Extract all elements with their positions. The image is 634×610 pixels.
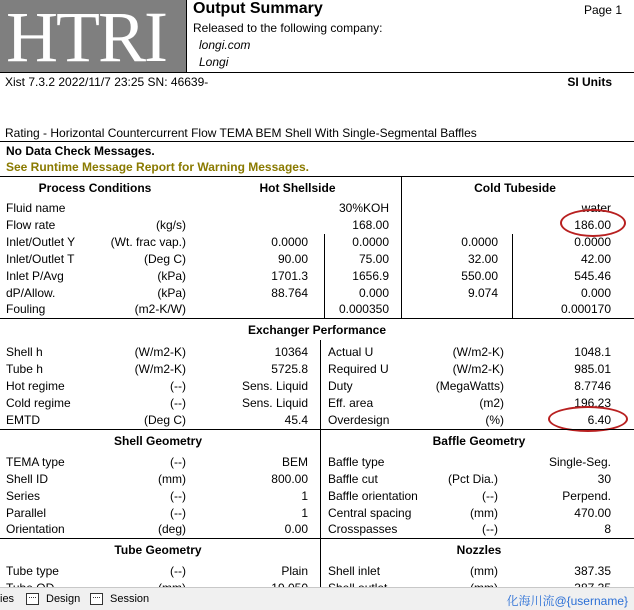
shell-value: 1 — [301, 489, 308, 503]
baffle-value: 470.00 — [574, 506, 611, 520]
perf-unit: (W/m2-K) — [134, 345, 186, 359]
nozzle-unit: (mm) — [470, 564, 498, 578]
cold-tubeside-header: Cold Tubeside — [474, 181, 556, 195]
hot-shellside-header: Hot Shellside — [259, 181, 336, 195]
tube-unit: (--) — [170, 564, 186, 578]
perf-label: Eff. area — [328, 396, 374, 410]
row-label: Fouling — [6, 302, 46, 316]
perf-unit: (W/m2-K) — [452, 345, 504, 359]
hot-outlet-value: 0.000 — [358, 286, 389, 300]
cold-inlet-value: 32.00 — [467, 252, 498, 266]
cold-outlet-value: 0.000 — [580, 286, 611, 300]
row-unit: (Deg C) — [143, 252, 186, 266]
units-label: SI Units — [567, 75, 612, 89]
perf-value: Sens. Liquid — [241, 379, 308, 393]
status-bar — [0, 587, 634, 610]
baffle-geometry-header: Baffle Geometry — [432, 434, 526, 448]
design-tab-icon — [26, 593, 39, 605]
perf-label: Duty — [328, 379, 353, 393]
row-label: Flow rate — [6, 218, 56, 232]
tube-label: Tube type — [6, 564, 59, 578]
perf-label: Overdesign — [328, 413, 390, 427]
company-domain: longi.com — [199, 38, 251, 52]
row-unit: (m2-K/W) — [134, 302, 186, 316]
baffle-label: Central spacing — [328, 506, 412, 520]
shell-unit: (mm) — [158, 472, 186, 486]
warning-message: See Runtime Message Report for Warning Messages. — [6, 160, 309, 174]
perf-label: EMTD — [6, 413, 40, 427]
row-unit: (kPa) — [157, 286, 186, 300]
baffle-unit: (mm) — [470, 506, 498, 520]
row-unit: (Wt. frac vap.) — [110, 235, 186, 249]
perf-value: 45.4 — [284, 413, 308, 427]
hot-inlet-value: 88.764 — [271, 286, 308, 300]
cold-outlet-value: 0.0000 — [574, 235, 611, 249]
perf-unit: (--) — [170, 396, 186, 410]
perf-label: Hot regime — [6, 379, 65, 393]
shell-value: 1 — [301, 506, 308, 520]
shell-label: Series — [6, 489, 41, 503]
perf-value: 6.40 — [587, 413, 611, 427]
baffle-unit: (--) — [482, 522, 498, 536]
shell-label: TEMA type — [6, 455, 65, 469]
nozzles-header: Nozzles — [456, 543, 502, 557]
perf-unit: (MegaWatts) — [435, 379, 504, 393]
baffle-label: Crosspasses — [328, 522, 398, 536]
shell-unit: (--) — [170, 455, 186, 469]
row-label: Inlet/Outlet T — [6, 252, 75, 266]
nozzle-label: Shell inlet — [328, 564, 381, 578]
cold-outlet-value: 0.000170 — [560, 302, 611, 316]
tab-partial-label[interactable]: ies — [0, 593, 15, 605]
baffle-label: Baffle orientation — [328, 489, 418, 503]
watermark-text: 化海川流@{username} — [506, 594, 628, 608]
company-name: Longi — [199, 55, 229, 69]
flow-rate-highlight-oval — [560, 209, 626, 237]
perf-label: Cold regime — [6, 396, 71, 410]
shell-unit: (--) — [170, 506, 186, 520]
shell-unit: (deg) — [157, 522, 186, 536]
shell-value: 0.00 — [284, 522, 308, 536]
version-info: Xist 7.3.2 2022/11/7 23:25 SN: 46639- — [5, 75, 209, 89]
perf-label: Required U — [328, 362, 389, 376]
perf-unit: (--) — [170, 379, 186, 393]
baffle-value: Perpend. — [562, 489, 611, 503]
baffle-value: Single-Seg. — [548, 455, 611, 469]
row-label: dP/Allow. — [6, 286, 56, 300]
perf-value: 196.23 — [574, 396, 611, 410]
hot-inlet-value: 0.0000 — [271, 235, 308, 249]
hot-outlet-value: 0.000350 — [338, 302, 389, 316]
baffle-unit: (Pct Dia.) — [447, 472, 498, 486]
perf-unit: (W/m2-K) — [134, 362, 186, 376]
hot-inlet-value: 90.00 — [277, 252, 308, 266]
shell-unit: (--) — [170, 489, 186, 503]
hot-outlet-value: 1656.9 — [352, 269, 389, 283]
row-label: Inlet/Outlet Y — [6, 235, 76, 249]
nozzle-value: 387.35 — [574, 564, 611, 578]
hot-outlet-value: 168.00 — [352, 218, 389, 232]
row-unit: (kPa) — [157, 269, 186, 283]
released-to-text: Released to the following company: — [193, 21, 383, 35]
row-label: Inlet P/Avg — [6, 269, 64, 283]
perf-unit: (m2) — [479, 396, 504, 410]
baffle-value: 8 — [604, 522, 611, 536]
cold-outlet-value: 42.00 — [580, 252, 611, 266]
perf-unit: (%) — [485, 413, 504, 427]
perf-label: Actual U — [328, 345, 374, 359]
cold-outlet-value: water — [581, 201, 611, 215]
hot-inlet-value: 1701.3 — [271, 269, 308, 283]
perf-label: Shell h — [6, 345, 43, 359]
cold-inlet-value: 0.0000 — [461, 235, 498, 249]
baffle-unit: (--) — [482, 489, 498, 503]
shell-value: 800.00 — [271, 472, 308, 486]
tube-geometry-header: Tube Geometry — [114, 543, 202, 557]
tab-design[interactable]: Design — [46, 593, 81, 605]
perf-value: 10364 — [274, 345, 308, 359]
tab-session[interactable]: Session — [110, 593, 150, 605]
exchanger-performance-header: Exchanger Performance — [247, 323, 387, 337]
process-conditions-header: Process Conditions — [38, 181, 152, 195]
rating-description: Rating - Horizontal Countercurrent Flow TEMA BEM Shell With Single-Segmental Baffles — [5, 126, 477, 140]
no-data-check-message: No Data Check Messages. — [6, 144, 155, 158]
shell-label: Shell ID — [6, 472, 49, 486]
shell-geometry-header: Shell Geometry — [113, 434, 203, 448]
hot-outlet-value: 30%KOH — [338, 201, 389, 215]
row-unit: (kg/s) — [156, 218, 186, 232]
session-tab-icon — [90, 593, 103, 605]
perf-unit: (Deg C) — [143, 413, 186, 427]
baffle-label: Baffle type — [328, 455, 385, 469]
htri-logo — [0, 0, 186, 72]
perf-unit: (W/m2-K) — [452, 362, 504, 376]
cold-outlet-value: 186.00 — [574, 218, 611, 232]
page-number: Page 1 — [583, 3, 622, 17]
perf-value: 8.7746 — [574, 379, 611, 393]
perf-label: Tube h — [6, 362, 43, 376]
tube-value: Plain — [281, 564, 308, 578]
baffle-label: Baffle cut — [328, 472, 378, 486]
shell-label: Parallel — [6, 506, 47, 520]
cold-inlet-value: 9.074 — [467, 286, 498, 300]
hot-outlet-value: 0.0000 — [352, 235, 389, 249]
perf-value: 5725.8 — [271, 362, 308, 376]
shell-value: BEM — [281, 455, 308, 469]
cold-outlet-value: 545.46 — [574, 269, 611, 283]
perf-value: 1048.1 — [574, 345, 611, 359]
perf-value: 985.01 — [574, 362, 611, 376]
perf-value: Sens. Liquid — [241, 396, 308, 410]
row-label: Fluid name — [6, 201, 66, 215]
logo-text: HTRI — [6, 0, 166, 72]
cold-inlet-value: 550.00 — [461, 269, 498, 283]
shell-label: Orientation — [6, 522, 65, 536]
baffle-value: 30 — [597, 472, 611, 486]
hot-outlet-value: 75.00 — [358, 252, 389, 266]
page-title: Output Summary — [193, 0, 323, 17]
